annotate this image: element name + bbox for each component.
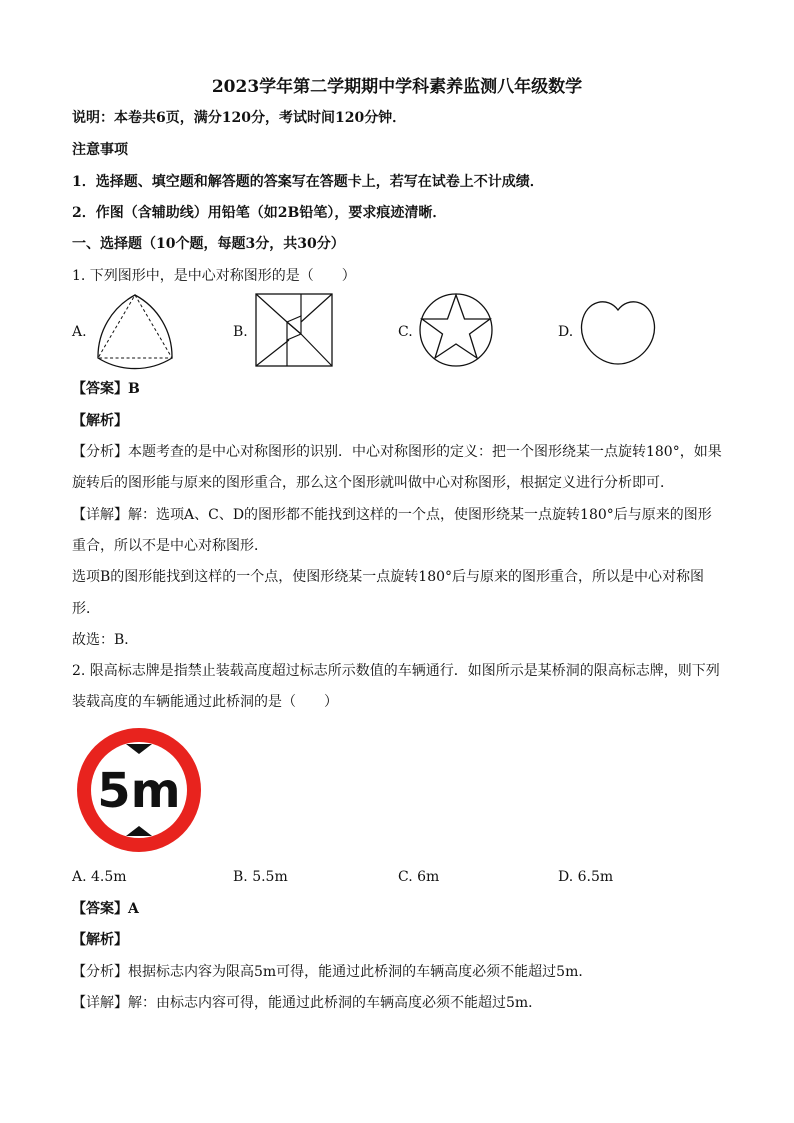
q1-detail-line-2: 重合，所以不是中心对称图形． — [72, 538, 268, 554]
q2-option-a: A. 4.5m — [72, 869, 127, 885]
q1-detail-line-3: 选项B的图形能找到这样的一个点，使图形绕某一点旋转180°后与原来的图形重合，所以是中心对称图 — [72, 569, 705, 585]
q2-option-d: D. 6.5m — [558, 869, 614, 885]
notice-item-1: 1．选择题、填空题和解答题的答案写在答题卡上，若写在试卷上不计成绩． — [72, 174, 544, 190]
pinwheel-square-figure — [254, 292, 334, 368]
q2-stem-line-2: 装载高度的车辆能通过此桥洞的是（ ） — [72, 694, 338, 710]
q1-option-b-label: B. — [233, 324, 248, 340]
q1-analysis-heading: 【解析】 — [72, 413, 128, 429]
q1-detail-line-1: 【详解】解：选项A、C、D的图形都不能找到这样的一个点，使图形绕某一点旋转180°后与原来的图形 — [72, 507, 712, 523]
q2-analysis-heading: 【解析】 — [72, 932, 128, 948]
q1-analysis-line-2: 旋转后的图形能与原来的图形重合，那么这个图形就叫做中心对称图形，根据定义进行分析即可． — [72, 475, 674, 491]
notice-item-2: 2．作图（含辅助线）用铅笔（如2B铅笔），要求痕迹清晰． — [72, 205, 447, 221]
sign-text: 5m — [97, 763, 181, 819]
heart-like-curve-figure — [578, 292, 658, 368]
page-title: 2023学年第二学期期中学科素养监测八年级数学 — [211, 77, 583, 97]
height-limit-sign — [76, 727, 202, 853]
q1-analysis-line-1: 【分析】本题考查的是中心对称图形的识别．中心对称图形的定义：把一个图形绕某一点旋转180°，如果 — [72, 444, 722, 460]
q1-option-c-label: C. — [398, 324, 413, 340]
q2-detail-line-1: 【详解】解：由标志内容可得，能通过此桥洞的车辆高度必须不能超过5m． — [72, 995, 543, 1011]
q1-option-d-label: D. — [558, 324, 574, 340]
q1-option-a-label: A. — [72, 324, 87, 340]
reuleaux-triangle-figure — [90, 290, 180, 370]
q2-answer: 【答案】A — [72, 901, 139, 917]
q1-choice: 故选：B． — [72, 632, 139, 648]
q1-stem: 1. 下列图形中，是中心对称图形的是（ ） — [72, 268, 356, 284]
q2-analysis-line-1: 【分析】根据标志内容为限高5m可得，能通过此桥洞的车辆高度必须不能超过5m． — [72, 964, 593, 980]
q1-detail-line-4: 形． — [72, 601, 100, 617]
q2-option-c: C. 6m — [398, 869, 440, 885]
q2-stem-line-1: 2. 限高标志牌是指禁止装载高度超过标志所示数值的车辆通行．如图所示是某桥洞的限高标志牌，则下列 — [72, 663, 720, 679]
q1-answer: 【答案】B — [72, 381, 140, 397]
q2-option-b: B. 5.5m — [233, 869, 288, 885]
section-heading: 一、选择题（10个题，每题3分，共30分） — [72, 236, 345, 252]
exam-note: 说明：本卷共6页，满分120分，考试时间120分钟． — [72, 110, 407, 126]
notice-heading: 注意事项 — [72, 142, 128, 158]
star-in-circle-figure — [416, 290, 496, 370]
